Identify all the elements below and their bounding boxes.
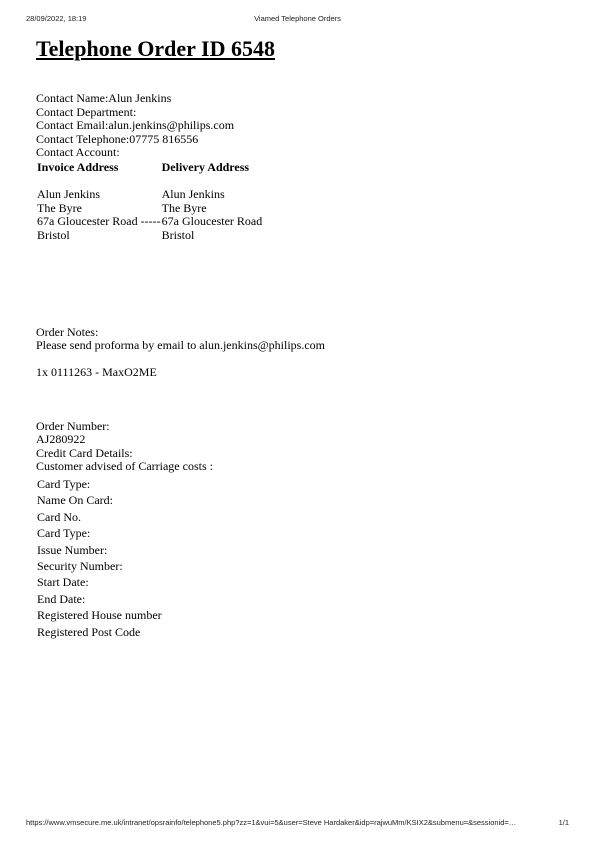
delivery-address-line: The Byre bbox=[161, 200, 207, 215]
contact-telephone: Contact Telephone:07775 816556 bbox=[36, 132, 199, 146]
print-url: https://www.vmsecure.me.uk/intranet/opsrainfo/telephone5.php?zz=1&vui=5&user=Steve Hardaker&idp=rajwuMm/KSIX2&submenu=&sessionid=… bbox=[26, 818, 517, 827]
credit-card-label: Credit Card Details: bbox=[36, 446, 133, 460]
delivery-address-line: 67a Gloucester Road bbox=[161, 214, 263, 228]
print-page-number: 1/1 bbox=[558, 818, 569, 827]
contact-department: Contact Department: bbox=[36, 105, 137, 119]
invoice-address-line: 67a Gloucester Road ----- bbox=[37, 214, 161, 228]
invoice-address-line: The Byre bbox=[37, 200, 82, 215]
order-notes-text: Please send proforma by email to alun.jenkins@philips.com bbox=[36, 338, 325, 352]
card-field-label: Registered Post Code bbox=[37, 624, 141, 639]
print-page-title: Viamed Telephone Orders bbox=[254, 14, 341, 23]
contact-name: Contact Name:Alun Jenkins bbox=[36, 91, 172, 105]
page-title: Telephone Order ID 6548 bbox=[36, 36, 275, 61]
delivery-address-header: Delivery Address bbox=[161, 160, 250, 174]
card-field-label: End Date: bbox=[37, 591, 86, 606]
delivery-address-line: Alun Jenkins bbox=[161, 187, 225, 201]
card-field-label: Name On Card: bbox=[37, 493, 113, 508]
print-datetime: 28/09/2022, 18:19 bbox=[26, 14, 87, 23]
card-field-label: Card Type: bbox=[37, 477, 91, 491]
card-field-label: Card Type: bbox=[37, 526, 91, 541]
delivery-address-line: Bristol bbox=[161, 227, 195, 242]
card-field-label: Registered House number bbox=[37, 608, 162, 623]
order-item: 1x 0111263 - MaxO2ME bbox=[36, 365, 157, 379]
invoice-address-line: Bristol bbox=[37, 227, 70, 242]
invoice-address-line: Alun Jenkins bbox=[37, 187, 100, 201]
card-details-table bbox=[36, 476, 163, 640]
order-notes-label: Order Notes: bbox=[36, 325, 99, 339]
contact-email: Contact Email:alun.jenkins@philips.com bbox=[36, 118, 235, 132]
address-table bbox=[36, 161, 263, 242]
card-field-label: Security Number: bbox=[37, 559, 123, 574]
card-field-label: Card No. bbox=[37, 509, 81, 524]
order-number: AJ280922 bbox=[36, 432, 86, 446]
carriage-costs-note: Customer advised of Carriage costs : bbox=[36, 459, 213, 473]
contact-account: Contact Account: bbox=[36, 145, 120, 159]
card-field-label: Start Date: bbox=[37, 575, 89, 590]
invoice-address-header: Invoice Address bbox=[37, 160, 119, 174]
card-field-label: Issue Number: bbox=[37, 542, 108, 557]
order-number-label: Order Number: bbox=[36, 419, 110, 433]
